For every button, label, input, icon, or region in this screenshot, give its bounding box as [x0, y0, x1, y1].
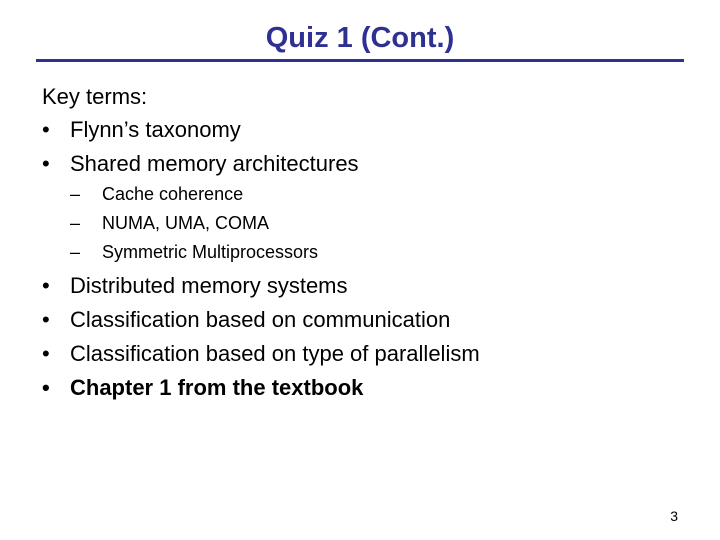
sub-bullet-text: Cache coherence: [102, 184, 244, 204]
bullet-glyph: •: [42, 341, 50, 366]
bullet-item: [42, 113, 359, 147]
bullet-item: [42, 147, 359, 181]
dash-glyph: –: [70, 242, 81, 262]
bullet-list-top: [42, 113, 359, 181]
bullet-glyph: •: [42, 273, 50, 298]
sub-bullet-text: Symmetric Multiprocessors: [102, 242, 319, 262]
bullet-item: [42, 337, 480, 371]
bullet-glyph: •: [42, 307, 50, 332]
bullet-text: Classification based on communication: [70, 307, 451, 332]
bullet-text: Chapter 1 from the textbook: [70, 375, 364, 400]
sub-bullet-item: [70, 209, 318, 238]
slide-title: Quiz 1 (Cont.): [265, 22, 455, 54]
bullet-glyph: •: [42, 117, 50, 142]
bullet-text: Shared memory architectures: [70, 151, 359, 176]
bullet-item: [42, 371, 480, 405]
bullet-text: Classification based on type of parallelism: [70, 341, 480, 366]
bullet-glyph: •: [42, 151, 50, 176]
bullet-item: [42, 269, 480, 303]
sub-bullet-item: [70, 180, 318, 209]
page-number: 3: [670, 508, 678, 524]
sub-bullet-text: NUMA, UMA, COMA: [102, 213, 270, 233]
dash-glyph: –: [70, 213, 81, 233]
intro-text: Key terms:: [42, 84, 148, 109]
sub-bullet-item: [70, 238, 318, 267]
bullet-item: [42, 303, 480, 337]
bullet-text: Flynn’s taxonomy: [70, 117, 241, 142]
bullet-glyph: •: [42, 375, 50, 400]
title-underline: [36, 59, 684, 62]
dash-glyph: –: [70, 184, 81, 204]
bullet-text: Distributed memory systems: [70, 273, 348, 298]
bullet-list-bottom: [42, 269, 480, 405]
sub-bullet-list: [70, 180, 318, 267]
